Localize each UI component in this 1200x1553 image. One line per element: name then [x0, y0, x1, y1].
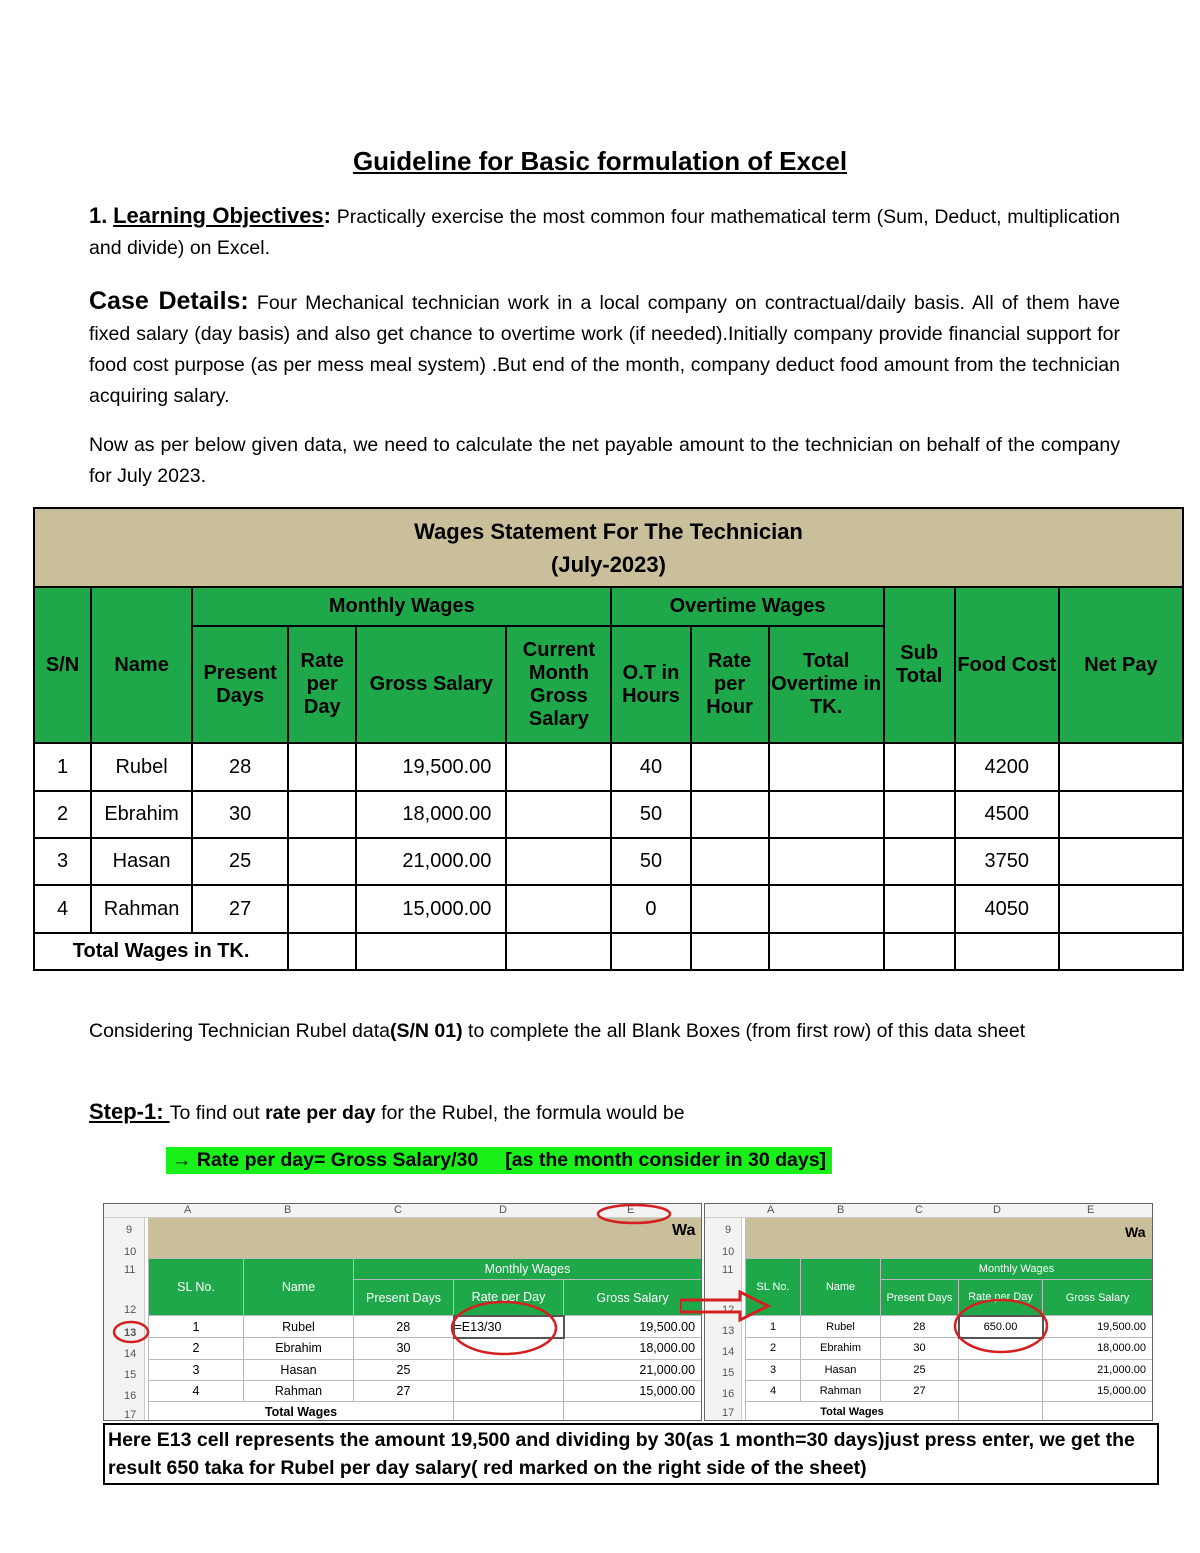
row-number: 13	[722, 1325, 735, 1337]
considering-pre: Considering Technician Rubel data	[89, 1020, 391, 1042]
case-heading: Case Details:	[89, 287, 249, 315]
row-number: 15	[722, 1367, 735, 1379]
cell-food: 3750	[955, 838, 1059, 885]
mini-present: 25	[881, 1359, 959, 1380]
mini-gross: 15,000.00	[1043, 1380, 1153, 1401]
step-1	[89, 1096, 1120, 1129]
mini-name: Rahman	[801, 1380, 881, 1401]
mini-formula-cell[interactable]: =E13/30	[454, 1316, 564, 1338]
banner-period: (July-2023)	[551, 551, 666, 577]
cell-sn: 1	[34, 743, 91, 791]
col-sub-total: Sub Total	[884, 587, 955, 743]
cell-total-ot[interactable]	[769, 743, 884, 791]
banner-partial: Wa	[1125, 1224, 1146, 1240]
total-wages-label: Total Wages in TK.	[34, 933, 288, 970]
cell-sub-total[interactable]	[884, 791, 955, 838]
column-e-circle	[598, 1205, 670, 1223]
mini-sl: 2	[149, 1338, 244, 1360]
now-paragraph: Now as per below given data, we need to calculate the net payable amount to the technician on behalf of the company for July 2023.	[89, 434, 1120, 487]
group-overtime-wages: Overtime Wages	[611, 587, 883, 626]
objective-heading: Learning Objectives	[113, 203, 324, 228]
cell-present: 27	[192, 885, 288, 933]
mini-gross: 18,000.00	[564, 1338, 702, 1360]
col-letter: E	[1087, 1204, 1095, 1216]
cell-present: 25	[192, 838, 288, 885]
mini-present: 30	[354, 1338, 454, 1360]
cell-name: Rubel	[91, 743, 192, 791]
row-number: 12	[124, 1304, 137, 1316]
cell-ot: 40	[611, 743, 690, 791]
group-monthly-wages: Monthly Wages	[192, 587, 611, 626]
cell-gross: 15,000.00	[356, 885, 506, 933]
screenshot-caption: Here E13 cell represents the amount 19,500 and dividing by 30(as 1 month=30 days)just press enter, we get the result 650 taka for Rubel per day salary( red marked on the right side of the sheet)	[103, 1423, 1159, 1485]
cell-rate-day[interactable]	[288, 791, 356, 838]
mini-sl: 2	[746, 1338, 801, 1360]
case-text: Four Mechanical technician work in a local company on contractual/daily basis. All of them have fixed salary (day basis) and also get chance to overtime work (if needed).Initially company provide financial support for food cost purpose (as per mess meal system) .But end of the month, company deduct food amount from the technician acquiring salary.	[89, 292, 1120, 407]
mini-present: 27	[354, 1380, 454, 1401]
mini-h-sl: SL No.	[746, 1259, 801, 1316]
mini-sl: 3	[149, 1359, 244, 1380]
objective-number: 1.	[89, 203, 108, 228]
col-present-days: Present Days	[192, 626, 288, 743]
cell-sn: 4	[34, 885, 91, 933]
mini-h-gross: Gross Salary	[564, 1280, 702, 1316]
col-letter: A	[184, 1204, 192, 1216]
cell-gross: 21,000.00	[356, 838, 506, 885]
mini-gross: 18,000.00	[1043, 1338, 1153, 1360]
cell-ot: 50	[611, 838, 690, 885]
mini-gross: 21,000.00	[1043, 1359, 1153, 1380]
cell-net-pay[interactable]	[1059, 885, 1183, 933]
step-1-post: for the Rubel, the formula would be	[375, 1102, 685, 1124]
mini-sl: 3	[746, 1359, 801, 1380]
mini-gross: 19,500.00	[564, 1316, 702, 1338]
cell-sn: 3	[34, 838, 91, 885]
banner-partial: Wa	[672, 1222, 696, 1239]
table-banner	[34, 508, 1183, 587]
cell-total-ot[interactable]	[769, 838, 884, 885]
row-number: 11	[124, 1264, 136, 1276]
mini-h-rate: Rate per Day	[454, 1280, 564, 1316]
considering-bold: (S/N 01)	[390, 1020, 463, 1042]
cell-rate-day[interactable]	[288, 885, 356, 933]
row-number: 9	[725, 1224, 732, 1236]
table-row	[34, 885, 1183, 933]
row-13-circle	[114, 1322, 148, 1342]
col-letter: C	[394, 1204, 402, 1216]
cell-food: 4200	[955, 743, 1059, 791]
excel-screenshot-formula	[103, 1203, 702, 1421]
mini-h-rate: Rate per Day	[959, 1280, 1043, 1316]
cell-total-ot[interactable]	[769, 791, 884, 838]
considering-paragraph	[89, 1016, 1120, 1047]
total-row	[34, 933, 1183, 970]
mini-h-name: Name	[244, 1259, 354, 1316]
cell-rate-hour[interactable]	[691, 838, 769, 885]
mini-h-name: Name	[801, 1259, 881, 1316]
mini-result-cell[interactable]: 650.00	[959, 1316, 1043, 1338]
mini-present: 28	[881, 1316, 959, 1338]
cell-current[interactable]	[506, 791, 611, 838]
cell-rate-day[interactable]	[288, 743, 356, 791]
row-number: 9	[126, 1224, 133, 1236]
cell-food: 4050	[955, 885, 1059, 933]
cell-sub-total[interactable]	[884, 885, 955, 933]
row-number: 13	[124, 1327, 137, 1339]
considering-post: to complete the all Blank Boxes (from first row) of this data sheet	[462, 1020, 1026, 1042]
red-arrow-icon	[680, 1290, 800, 1330]
formula-circle	[452, 1302, 556, 1354]
red-annotations	[104, 1204, 701, 1420]
formula-highlight: → Rate per day= Gross Salary/30 [as the month consider in 30 days]	[166, 1147, 832, 1174]
mini-sl: 4	[149, 1380, 244, 1401]
cell-sub-total[interactable]	[884, 838, 955, 885]
step-1-pre: To find out	[169, 1102, 266, 1124]
mini-name: Hasan	[244, 1359, 354, 1380]
cell-net-pay[interactable]	[1059, 838, 1183, 885]
mini-name: Rubel	[801, 1316, 881, 1338]
mini-group: Monthly Wages	[354, 1259, 702, 1280]
mini-gross: 19,500.00	[1043, 1316, 1153, 1338]
row-number: 16	[124, 1390, 137, 1402]
cell-ot: 50	[611, 791, 690, 838]
mini-present: 25	[354, 1359, 454, 1380]
cell-name: Hasan	[91, 838, 192, 885]
banner-title: Wages Statement For The Technician	[414, 518, 803, 544]
mini-h-present: Present Days	[881, 1280, 959, 1316]
col-letter: B	[837, 1204, 845, 1216]
cell-rate-day[interactable]	[288, 838, 356, 885]
mini-present: 28	[354, 1316, 454, 1338]
mini-gross: 21,000.00	[564, 1359, 702, 1380]
row-number: 12	[722, 1304, 735, 1316]
col-gross-salary: Gross Salary	[356, 626, 506, 743]
page-title: Guideline for Basic formulation of Excel	[352, 146, 848, 176]
row-number: 14	[124, 1348, 137, 1360]
mini-sl: 4	[746, 1380, 801, 1401]
col-letter: D	[993, 1204, 1001, 1216]
step-1-bold: rate per day	[265, 1102, 376, 1124]
cell-net-pay[interactable]	[1059, 743, 1183, 791]
mini-name: Hasan	[801, 1359, 881, 1380]
mini-gross: 15,000.00	[564, 1380, 702, 1401]
cell-current[interactable]	[506, 743, 611, 791]
case-details	[89, 286, 1120, 412]
mini-group: Monthly Wages	[881, 1259, 1153, 1280]
col-ot-hours: O.T in Hours	[611, 626, 690, 743]
table-row	[34, 838, 1183, 885]
objective-colon: :	[323, 203, 331, 228]
mini-h-gross: Gross Salary	[1043, 1280, 1153, 1316]
col-total-overtime: Total Overtime in TK.	[769, 626, 884, 743]
mini-total: Total Wages	[746, 1401, 959, 1421]
cell-current[interactable]	[506, 838, 611, 885]
cell-net-pay[interactable]	[1059, 791, 1183, 838]
row-number: 11	[722, 1264, 734, 1276]
cell-present: 30	[192, 791, 288, 838]
cell-present: 28	[192, 743, 288, 791]
mini-name: Ebrahim	[801, 1338, 881, 1360]
col-letter: E	[627, 1204, 635, 1216]
cell-sn: 2	[34, 791, 91, 838]
row-number: 14	[722, 1346, 735, 1358]
col-letter: D	[499, 1204, 507, 1216]
cell-current[interactable]	[506, 885, 611, 933]
cell-total-ot[interactable]	[769, 885, 884, 933]
cell-rate-hour[interactable]	[691, 885, 769, 933]
col-name: Name	[91, 587, 192, 743]
mini-name: Ebrahim	[244, 1338, 354, 1360]
learning-objectives	[89, 200, 1120, 264]
cell-ot: 0	[611, 885, 690, 933]
col-sn: S/N	[34, 587, 91, 743]
cell-rate-hour[interactable]	[691, 743, 769, 791]
cell-gross: 18,000.00	[356, 791, 506, 838]
mini-h-present: Present Days	[354, 1280, 454, 1316]
mini-sl: 1	[746, 1316, 801, 1338]
row-number: 17	[124, 1409, 137, 1421]
col-net-pay: Net Pay	[1059, 587, 1183, 743]
col-letter: B	[284, 1204, 292, 1216]
mini-present: 30	[881, 1338, 959, 1360]
objective-text: Practically exercise the most common four mathematical term (Sum, Deduct, multiplication and divide) on Excel.	[89, 206, 1120, 259]
row-number: 10	[722, 1246, 735, 1258]
cell-name: Rahman	[91, 885, 192, 933]
col-current-month-gross: Current Month Gross Salary	[506, 626, 611, 743]
mini-name: Rahman	[244, 1380, 354, 1401]
col-rate-per-day: Rate per Day	[288, 626, 356, 743]
cell-food: 4500	[955, 791, 1059, 838]
row-number: 17	[722, 1407, 735, 1419]
step-1-heading: Step-1:	[89, 1099, 170, 1124]
mini-present: 27	[881, 1380, 959, 1401]
col-rate-per-hour: Rate per Hour	[691, 626, 769, 743]
mini-name: Rubel	[244, 1316, 354, 1338]
cell-rate-hour[interactable]	[691, 791, 769, 838]
table-row	[34, 791, 1183, 838]
col-food-cost: Food Cost	[955, 587, 1059, 743]
row-number: 16	[722, 1388, 735, 1400]
row-number: 10	[124, 1246, 137, 1258]
mini-sl: 1	[149, 1316, 244, 1338]
cell-name: Ebrahim	[91, 791, 192, 838]
mini-total: Total Wages	[149, 1401, 454, 1421]
col-letter: C	[915, 1204, 923, 1216]
cell-gross: 19,500.00	[356, 743, 506, 791]
result-circle	[955, 1300, 1047, 1352]
wages-table	[33, 507, 1184, 971]
table-row	[34, 743, 1183, 791]
mini-h-sl: SL No.	[149, 1259, 244, 1316]
row-number: 15	[124, 1369, 137, 1381]
col-letter: A	[767, 1204, 775, 1216]
cell-sub-total[interactable]	[884, 743, 955, 791]
